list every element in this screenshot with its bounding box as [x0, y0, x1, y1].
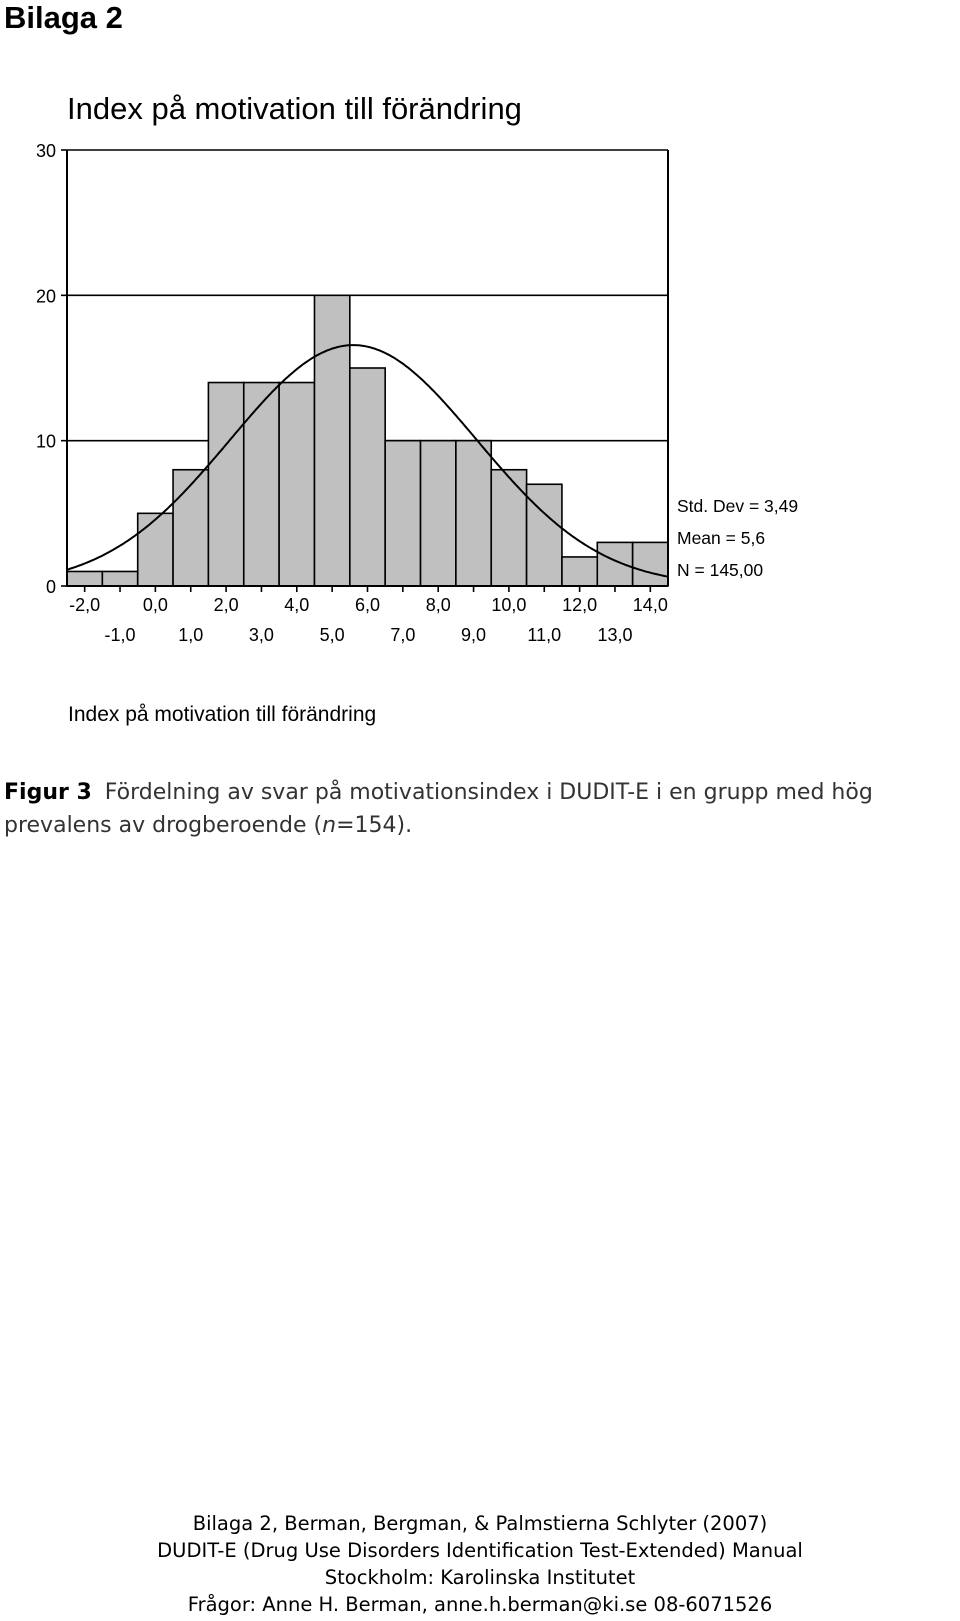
x-tick-label-0: -2,0: [69, 595, 101, 615]
page-footer: [0, 1510, 960, 1618]
x-tick-label-odd-2: 3,0: [248, 625, 274, 645]
footer-line-1: Bilaga 2, Berman, Bergman, & Palmstierna Schlyter (2007): [192, 1512, 768, 1535]
histogram-bar-2: [138, 513, 173, 586]
x-tick-label-odd-4: 7,0: [390, 625, 416, 645]
histogram-bar-8: [350, 368, 385, 586]
stats-line-1: Mean = 5,6: [677, 528, 766, 548]
histogram-bar-6: [279, 383, 314, 586]
histogram-bar-4: [208, 383, 243, 586]
figure-caption: [4, 776, 954, 842]
histogram-bar-1: [102, 571, 137, 586]
histogram-bar-10: [421, 441, 456, 586]
histogram-bar-15: [597, 542, 632, 586]
page-heading: Bilaga 2: [4, 0, 123, 35]
x-tick-label-4: 6,0: [354, 595, 381, 615]
x-tick-label-odd-6: 11,0: [527, 625, 562, 645]
histogram-bar-3: [173, 470, 208, 586]
footer-line-4: Frågor: Anne H. Berman, anne.h.berman@ki.se 08-6071526: [187, 1593, 773, 1616]
histogram-bar-14: [562, 557, 597, 586]
x-tick-label-7: 12,0: [562, 595, 598, 615]
histogram-bar-11: [456, 441, 491, 586]
y-tick-label-0: 0: [45, 577, 56, 597]
histogram-bar-13: [527, 484, 562, 586]
x-tick-label-odd-5: 9,0: [461, 625, 487, 645]
histogram-bar-7: [314, 295, 349, 586]
histogram-chart: [0, 80, 960, 700]
y-tick-label-1: 10: [35, 431, 56, 452]
x-tick-label-odd-7: 13,0: [597, 625, 633, 645]
y-tick-label-3: 30: [35, 141, 56, 161]
stats-line-2: N = 145,00: [677, 560, 764, 580]
x-tick-label-odd-3: 5,0: [319, 625, 345, 645]
caption-text-before: Fördelning av svar på motivationsindex i DUDIT-E i en grupp med hög prevalens av drogberoende (: [4, 780, 873, 838]
histogram-bar-0: [67, 571, 102, 586]
histogram-bar-12: [491, 470, 526, 586]
x-tick-label-odd-0: -1,0: [104, 625, 136, 645]
x-tick-label-1: 0,0: [142, 595, 168, 615]
x-tick-label-3: 4,0: [284, 595, 310, 615]
chart-title: Index på motivation till förändring: [67, 91, 522, 126]
stats-line-0: Std. Dev = 3,49: [677, 496, 799, 516]
caption-n-symbol: n: [322, 813, 337, 838]
histogram-bar-9: [385, 441, 420, 586]
x-tick-label-odd-1: 1,0: [178, 625, 204, 645]
histogram-bar-5: [244, 383, 279, 586]
x-tick-label-8: 14,0: [632, 595, 668, 615]
x-tick-label-5: 8,0: [425, 595, 451, 615]
x-axis-label: Index på motivation till förändring: [68, 703, 377, 726]
y-tick-label-2: 20: [35, 286, 56, 307]
footer-line-2: DUDIT-E (Drug Use Disorders Identification Test-Extended) Manual: [157, 1539, 803, 1562]
caption-text-after: =154).: [336, 813, 413, 838]
x-tick-label-6: 10,0: [491, 595, 527, 615]
x-tick-label-2: 2,0: [213, 595, 239, 615]
figure-label: Figur 3: [4, 780, 92, 805]
histogram-bar-16: [633, 542, 668, 586]
footer-line-3: Stockholm: Karolinska Institutet: [324, 1566, 636, 1589]
